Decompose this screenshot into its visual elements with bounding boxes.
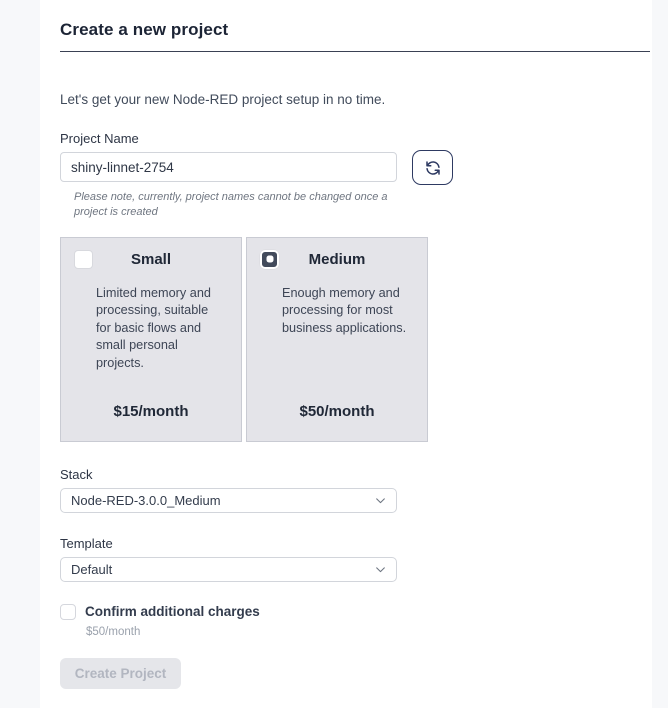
confirm-charges-amount: $50/month bbox=[86, 625, 141, 638]
plan-small-checkbox[interactable] bbox=[74, 250, 93, 269]
project-name-note: Please note, currently, project names cannot be changed once a project is created bbox=[74, 191, 388, 219]
project-name-input[interactable] bbox=[60, 152, 397, 182]
project-name-row bbox=[60, 152, 650, 185]
plan-header bbox=[259, 250, 415, 272]
stack-group bbox=[60, 467, 650, 513]
plan-medium-description: Enough memory and processing for most business applications. bbox=[282, 285, 407, 335]
plan-small-description: Limited memory and processing, suitable for basic flows and small personal projects. bbox=[96, 285, 211, 370]
plan-medium-title: Medium bbox=[308, 250, 366, 268]
plan-small-title: Small bbox=[130, 250, 172, 268]
page-title: Create a new project bbox=[60, 20, 650, 52]
stack-select[interactable] bbox=[60, 488, 397, 513]
intro-text: Let's get your new Node-RED project setup in no time. bbox=[60, 92, 386, 107]
plan-header bbox=[73, 250, 229, 272]
project-name-group bbox=[60, 131, 650, 221]
template-group bbox=[60, 536, 650, 582]
plan-card-small[interactable] bbox=[60, 237, 242, 442]
template-selected-value: Default bbox=[71, 561, 113, 577]
chevron-down-icon bbox=[374, 563, 387, 576]
project-name-label: Project Name bbox=[60, 131, 139, 146]
plan-card-medium[interactable] bbox=[246, 237, 428, 442]
plan-medium-price: $50/month bbox=[299, 402, 375, 420]
template-label: Template bbox=[60, 535, 113, 551]
confirm-charges-row bbox=[60, 604, 650, 620]
plan-selector bbox=[60, 237, 650, 442]
regenerate-name-button[interactable] bbox=[412, 150, 453, 185]
template-select[interactable] bbox=[60, 557, 397, 582]
confirm-charges-checkbox[interactable] bbox=[60, 604, 76, 620]
plan-medium-checkbox[interactable] bbox=[260, 250, 279, 269]
stack-label: Stack bbox=[60, 466, 93, 482]
create-project-button[interactable]: Create Project bbox=[60, 658, 181, 689]
confirm-charges-label[interactable]: Confirm additional charges bbox=[85, 604, 260, 620]
create-project-panel bbox=[40, 0, 652, 708]
stack-selected-value: Node-RED-3.0.0_Medium bbox=[71, 492, 221, 508]
chevron-down-icon bbox=[374, 494, 387, 507]
plan-small-price: $15/month bbox=[113, 402, 189, 420]
refresh-icon bbox=[424, 159, 442, 177]
